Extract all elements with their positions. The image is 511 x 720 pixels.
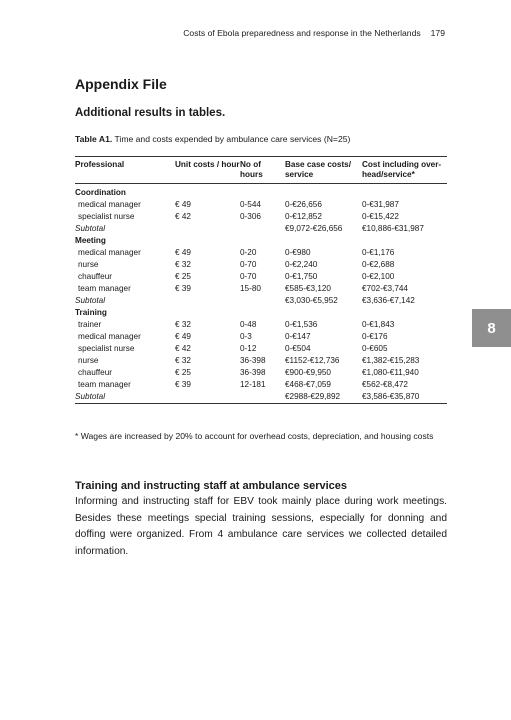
table-row <box>75 319 447 331</box>
cell-professional: nurse <box>78 260 99 269</box>
cell-hours: 0-70 <box>240 260 257 269</box>
cell-hours: 36-398 <box>240 356 266 365</box>
table-caption <box>75 134 350 144</box>
cell-unit-cost <box>175 235 240 247</box>
cell-overhead-cost: 0-€176 <box>362 332 388 341</box>
page-number: 179 <box>430 28 445 38</box>
cell-professional: Meeting <box>75 236 106 245</box>
cell-professional: medical manager <box>78 200 141 209</box>
cell-professional: Subtotal <box>75 296 106 305</box>
cell-professional: Subtotal <box>75 391 175 404</box>
cell-professional: chauffeur <box>78 272 112 281</box>
training-heading: Training and instructing staff at ambulance services <box>75 480 348 492</box>
cell-unit-cost: € 49 <box>175 248 191 257</box>
cell-unit-cost <box>175 307 240 319</box>
cell-professional: Subtotal <box>75 224 106 233</box>
table-body <box>75 184 447 404</box>
cell-hours: 0-70 <box>240 272 257 281</box>
cell-unit-cost: € 25 <box>175 272 191 281</box>
cell-hours: 0-48 <box>240 320 257 329</box>
cell-overhead-cost: €1,382-€15,283 <box>362 356 420 365</box>
cell-unit-cost: € 49 <box>175 200 191 209</box>
cell-professional: team manager <box>78 380 131 389</box>
column-header-professional: Professional <box>75 157 175 184</box>
table-row <box>75 283 447 295</box>
cell-base-cost: 0-€147 <box>285 332 311 341</box>
table-row <box>75 259 447 271</box>
column-header-hours: No of hours <box>240 157 285 184</box>
cell-hours: 0-306 <box>240 212 261 221</box>
cell-base-cost: €1152-€12,736 <box>285 356 340 365</box>
cell-base-cost: €3,030-€5,952 <box>285 296 338 305</box>
cell-hours: 15-80 <box>240 284 261 293</box>
cell-base-cost: €468-€7,059 <box>285 380 331 389</box>
cell-hours: 12-181 <box>240 380 266 389</box>
cell-overhead-cost: €1,080-€11,940 <box>362 368 419 377</box>
cell-unit-cost: € 32 <box>175 356 191 365</box>
table-row <box>75 379 447 391</box>
cell-unit-cost: € 42 <box>175 212 191 221</box>
cell-overhead-cost: 0-€1,176 <box>362 248 395 257</box>
cell-hours <box>240 391 285 404</box>
cell-base-cost: €585-€3,120 <box>285 284 331 293</box>
table-row <box>75 271 447 283</box>
cell-overhead-cost: 0-€1,843 <box>362 320 395 329</box>
cell-base-cost <box>285 235 362 247</box>
cell-professional: Coordination <box>75 188 126 197</box>
cell-overhead-cost: 0-€605 <box>362 344 388 353</box>
cell-base-cost: 0-€2,240 <box>285 260 318 269</box>
table-subtotal-row <box>75 223 447 235</box>
cell-unit-cost <box>175 391 240 404</box>
cell-base-cost: €900-€9,950 <box>285 368 331 377</box>
cell-professional: chauffeur <box>78 368 112 377</box>
running-head <box>183 28 445 38</box>
costs-table <box>75 156 447 404</box>
cell-professional: medical manager <box>78 248 141 257</box>
table-caption-label: Table A1. <box>75 134 113 144</box>
cell-overhead-cost: 0-€15,422 <box>362 212 399 221</box>
cell-unit-cost: € 39 <box>175 380 191 389</box>
cell-base-cost: 0-€980 <box>285 248 311 257</box>
cell-base-cost: 0-€26,656 <box>285 200 322 209</box>
section-heading: Additional results in tables. <box>75 107 226 119</box>
cell-hours <box>240 295 285 307</box>
table-header-row <box>75 157 447 184</box>
cell-base-cost <box>285 307 362 319</box>
table-row <box>75 247 447 259</box>
cell-base-cost: 0-€504 <box>285 344 311 353</box>
cell-hours: 0-12 <box>240 344 257 353</box>
running-head-title: Costs of Ebola preparedness and response in the Netherlands <box>183 28 421 38</box>
cell-overhead-cost: €3,636-€7,142 <box>362 296 415 305</box>
cell-unit-cost <box>175 295 240 307</box>
cell-hours: 0-20 <box>240 248 257 257</box>
cell-hours <box>240 223 285 235</box>
cell-base-cost: 0-€12,852 <box>285 212 322 221</box>
table-row <box>75 331 447 343</box>
cell-overhead-cost: 0-€2,100 <box>362 272 395 281</box>
cell-unit-cost <box>175 223 240 235</box>
table-row <box>75 343 447 355</box>
column-header-unit-costs: Unit costs / hour <box>175 157 240 184</box>
cell-base-cost: €9,072-€26,656 <box>285 224 343 233</box>
cell-professional: nurse <box>78 356 99 365</box>
cell-base-cost: €2988-€29,892 <box>285 391 362 404</box>
cell-overhead-cost: €702-€3,744 <box>362 284 408 293</box>
cell-base-cost <box>285 184 362 200</box>
cell-hours <box>240 307 285 319</box>
cell-hours <box>240 184 285 200</box>
cell-unit-cost <box>175 184 240 200</box>
cell-unit-cost: € 25 <box>175 368 191 377</box>
chapter-tab: 8 <box>472 309 511 347</box>
cell-unit-cost: € 42 <box>175 344 191 353</box>
table-row <box>75 355 447 367</box>
table-caption-text: Time and costs expended by ambulance care services (N=25) <box>112 134 351 144</box>
training-paragraph: Informing and instructing staff for EBV took mainly place during work meetings. Besides these meetings special training sessions, especially for donning and doffing were organized. From 4 ambulance care services we collected detailed information. <box>75 496 447 557</box>
cell-overhead-cost <box>362 235 447 247</box>
table-group-row <box>75 235 447 247</box>
cell-unit-cost: € 32 <box>175 320 191 329</box>
cell-professional: team manager <box>78 284 131 293</box>
table-group-row <box>75 307 447 319</box>
cell-hours <box>240 235 285 247</box>
table-subtotal-row <box>75 295 447 307</box>
table-row <box>75 211 447 223</box>
cell-base-cost: 0-€1,536 <box>285 320 318 329</box>
cell-unit-cost: € 39 <box>175 284 191 293</box>
column-header-overhead-costs: Cost including over-head/service* <box>362 157 447 184</box>
table-row <box>75 367 447 379</box>
cell-overhead-cost: €10,886-€31,987 <box>362 224 424 233</box>
cell-professional: trainer <box>78 320 102 329</box>
table-footnote: * Wages are increased by 20% to account for overhead costs, depreciation, and housing costs <box>75 431 434 441</box>
table-group-row <box>75 184 447 200</box>
table-subtotal-row <box>75 391 447 404</box>
cell-overhead-cost: 0-€2,688 <box>362 260 395 269</box>
cell-hours: 0-3 <box>240 332 252 341</box>
cell-professional: Training <box>75 308 107 317</box>
cell-professional: medical manager <box>78 332 141 341</box>
cell-hours: 36-398 <box>240 368 266 377</box>
cell-professional: specialist nurse <box>78 212 135 221</box>
cell-overhead-cost: €562-€8,472 <box>362 380 408 389</box>
cell-unit-cost: € 49 <box>175 332 191 341</box>
cell-overhead-cost: €3,586-€35,870 <box>362 391 447 404</box>
appendix-heading: Appendix File <box>75 76 167 92</box>
cell-unit-cost: € 32 <box>175 260 191 269</box>
cell-base-cost: 0-€1,750 <box>285 272 318 281</box>
cell-overhead-cost: 0-€31,987 <box>362 200 399 209</box>
table-row <box>75 199 447 211</box>
column-header-base-costs: Base case costs/ service <box>285 157 362 184</box>
cell-professional: specialist nurse <box>78 344 135 353</box>
cell-hours: 0-544 <box>240 200 261 209</box>
cell-overhead-cost <box>362 184 447 200</box>
cell-overhead-cost <box>362 307 447 319</box>
